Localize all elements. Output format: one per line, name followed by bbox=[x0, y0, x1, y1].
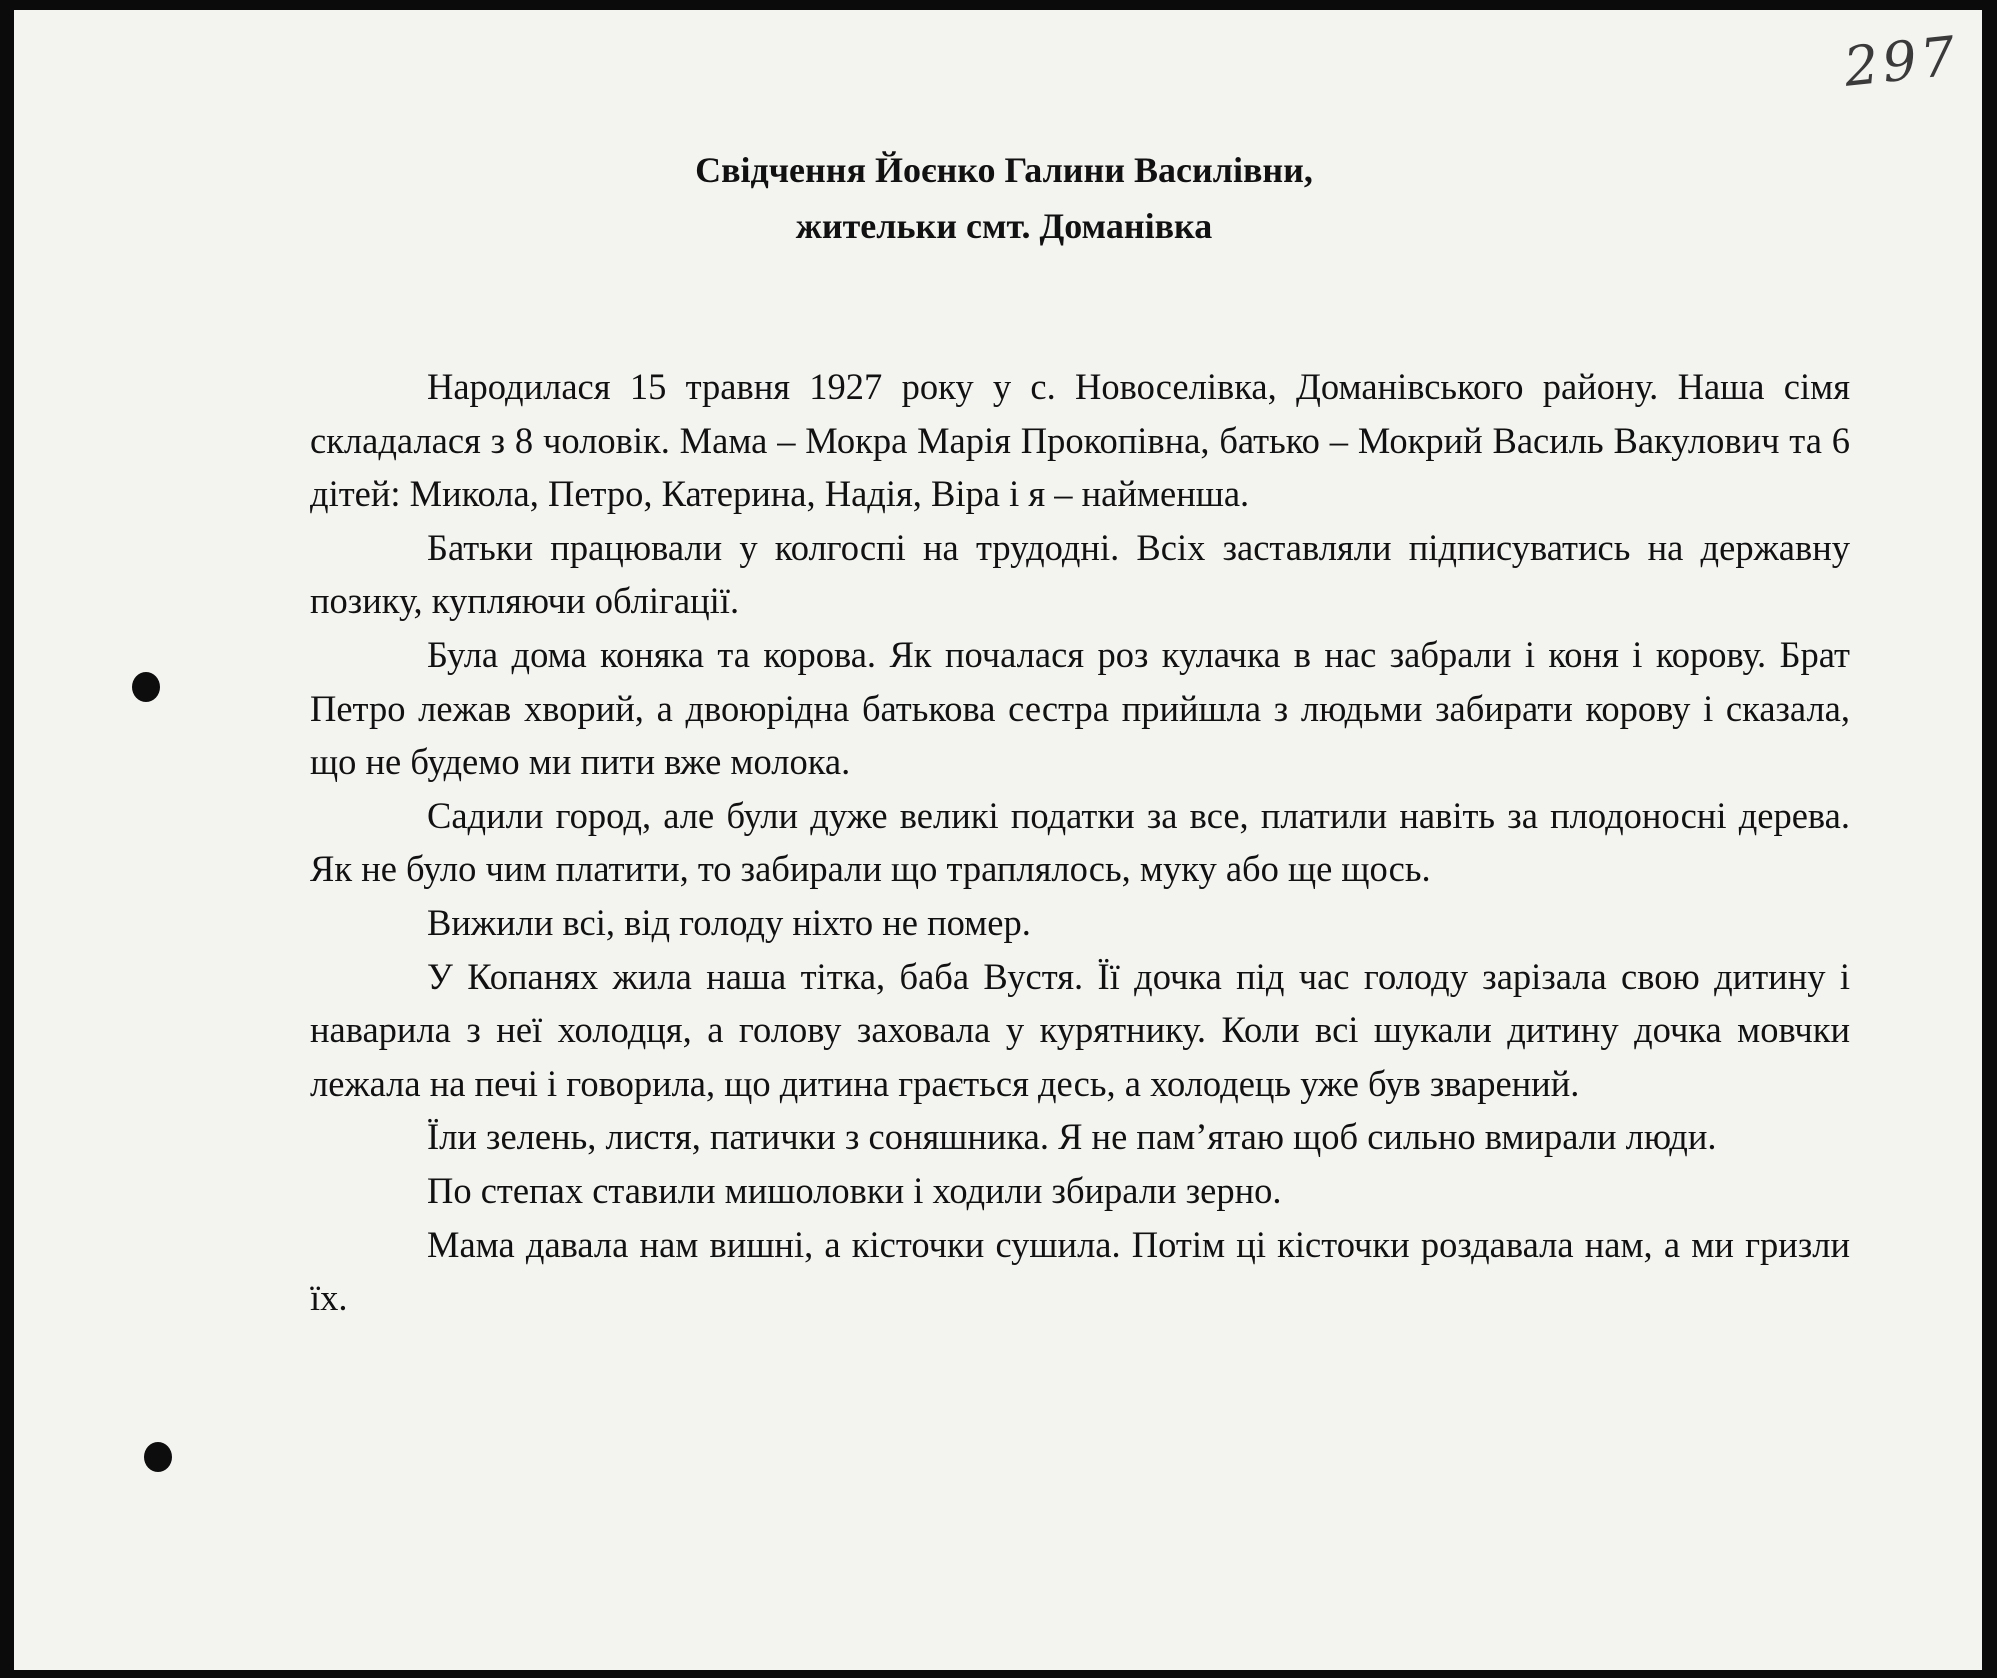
paragraph: Вижили всі, від голоду ніхто не помер. bbox=[427, 901, 1031, 943]
paragraph: Народилася 15 травня 1927 року у с. Новоселівка, Доманівського району. Наша сімя складалася з 8 чоловік. Мама – Мокра Марія Прокопівна, батько – Мокрий Василь Вакулович та 6 дітей: Микола, Петро, Катерина, Надія, Віра і я – найменша. bbox=[310, 366, 1850, 515]
title-line-1: Свідчення Йоєнко Галини Василівни, bbox=[695, 150, 1313, 190]
document-title bbox=[514, 142, 1494, 254]
paragraph: Батьки працювали у колгоспі на трудодні. Всіх заставляли підписуватись на державну позику, купляючи облігації. bbox=[310, 526, 1850, 622]
document-page bbox=[14, 10, 1982, 1670]
punch-hole bbox=[132, 672, 160, 702]
archive-page-number: 297 bbox=[1841, 24, 1963, 99]
paragraph: Мама давала нам вишні, а кісточки сушила. Потім ці кісточки роздавала нам, а ми гризли їх. bbox=[310, 1223, 1850, 1319]
title-line-2: жительки смт. Доманівка bbox=[795, 206, 1213, 246]
document-body bbox=[310, 360, 1850, 1325]
paragraph: Їли зелень, листя, патички з соняшника. Я не пам’ятаю щоб сильно вмирали люди. bbox=[427, 1116, 1717, 1158]
paragraph: У Копанях жила наша тітка, баба Вустя. Її дочка під час голоду зарізала свою дитину і наварила з неї холодця, а голову заховала у курятнику. Коли всі шукали дитину дочка мовчки лежала на печі і говорила, що дитина грається десь, а холодець уже був зварений. bbox=[310, 955, 1850, 1104]
punch-hole bbox=[144, 1442, 172, 1472]
paragraph: По степах ставили мишоловки і ходили збирали зерно. bbox=[427, 1169, 1282, 1211]
paragraph: Садили город, але були дуже великі податки за все, платили навіть за плодоносні дерева. Як не було чим платити, то забирали що траплялось, муку або ще щось. bbox=[310, 794, 1850, 890]
paragraph: Була дома коняка та корова. Як почалася роз кулачка в нас забрали і коня і корову. Брат Петро лежав хворий, а двоюрідна батькова сестра прийшла з людьми забирати корову і сказала, що не будемо ми пити вже молока. bbox=[310, 633, 1850, 783]
